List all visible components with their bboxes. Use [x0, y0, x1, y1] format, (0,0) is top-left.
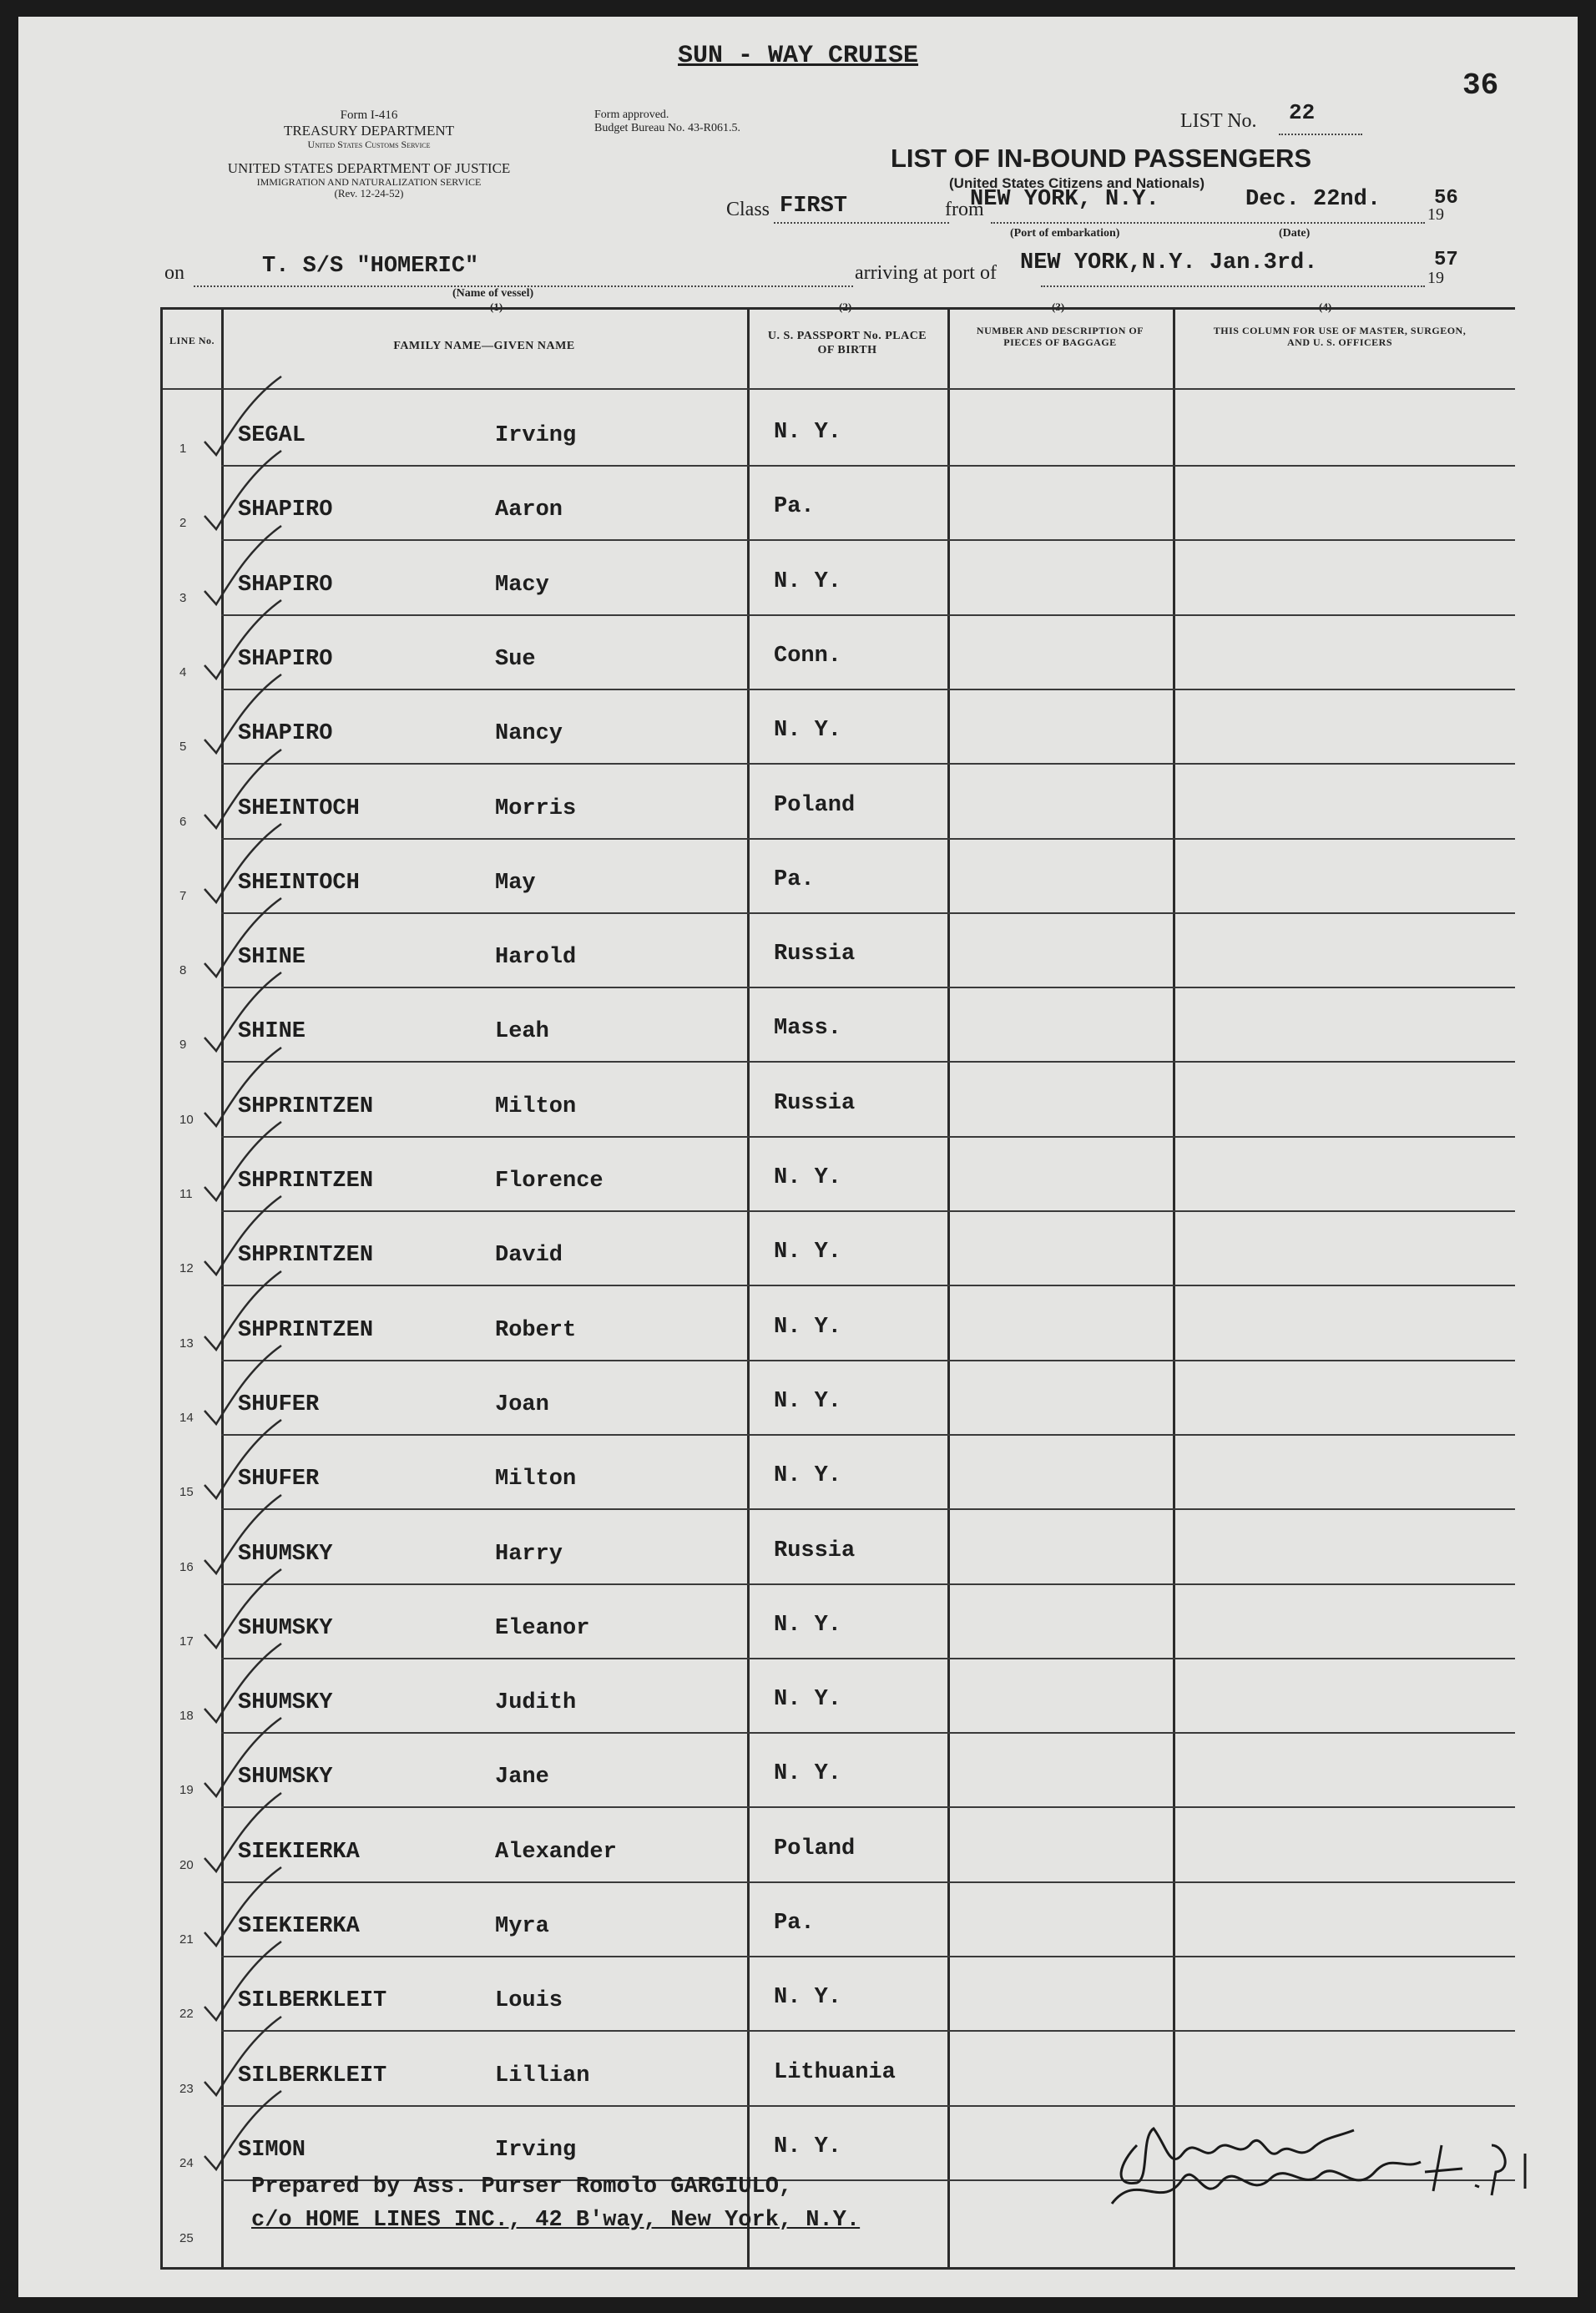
given-name: Aaron [495, 497, 563, 523]
row-rule [221, 539, 1515, 541]
birthplace: Mass. [774, 1016, 842, 1042]
birthplace: N. Y. [774, 1985, 842, 2011]
line-number: 19 [179, 1783, 194, 1798]
line-number: 1 [179, 442, 187, 456]
given-name: Eleanor [495, 1615, 590, 1641]
line-number: 12 [179, 1261, 194, 1276]
line-number: 2 [179, 516, 187, 531]
on-label: on [164, 262, 184, 284]
row-rule [221, 1881, 1515, 1883]
row-rule [221, 689, 1515, 690]
col-head-name: FAMILY NAME—GIVEN NAME [393, 340, 575, 352]
given-name: Macy [495, 572, 549, 598]
row-rule [221, 614, 1515, 616]
list-title: LIST OF IN-BOUND PASSENGERS [891, 144, 1312, 173]
row-rule [221, 1285, 1515, 1286]
row-rule [221, 1061, 1515, 1063]
page-number: 36 [1462, 68, 1499, 103]
table-row [163, 467, 1515, 542]
port-embarkation-caption: (Port of embarkation) [1010, 227, 1120, 240]
table-row [163, 691, 1515, 765]
given-name: Leah [495, 1019, 549, 1045]
class-line [774, 222, 949, 224]
line-number: 16 [179, 1559, 194, 1574]
signature-drawing [1104, 2112, 1571, 2220]
list-no-value: 22 [1289, 100, 1316, 125]
family-name: SHUMSKY [238, 1541, 333, 1567]
caption-4: (4) [1319, 300, 1332, 313]
family-name: SHAPIRO [238, 646, 333, 672]
caption-1: (1) [490, 300, 503, 313]
table-row [163, 1884, 1515, 1958]
table-row [163, 1362, 1515, 1437]
birthplace: Russia [774, 1538, 856, 1563]
row-rule [221, 838, 1515, 840]
line-number: 22 [179, 2007, 194, 2022]
birthplace: N. Y. [774, 568, 842, 594]
given-name: Louis [495, 1988, 563, 2014]
family-name: SHEINTOCH [238, 795, 360, 821]
vessel-value: T. S/S "HOMERIC" [262, 254, 479, 279]
given-name: Joan [495, 1391, 549, 1417]
row-rule [221, 763, 1515, 765]
row-rule [221, 1136, 1515, 1138]
treasury-label: TREASURY DEPARTMENT [283, 123, 455, 139]
given-name: May [495, 870, 536, 896]
caption-3: (3) [1052, 300, 1065, 313]
line-number: 23 [179, 2081, 194, 2096]
from-value: NEW YORK, N.Y. [970, 187, 1159, 212]
birthplace: Poland [774, 1836, 856, 1861]
birthplace: Pa. [774, 494, 815, 520]
year-value: 56 [1434, 187, 1458, 210]
justice-label: UNITED STATES DEPARTMENT OF JUSTICE [227, 160, 511, 176]
given-name: Judith [495, 1690, 577, 1716]
from-label: from [945, 199, 984, 220]
given-name: Irving [495, 2137, 577, 2163]
table-row [163, 766, 1515, 841]
inspector-signature [1104, 2112, 1571, 2220]
family-name: SEGAL [238, 423, 306, 448]
given-name: Harold [495, 945, 577, 971]
table-row [163, 1586, 1515, 1660]
family-name: SILBERKLEIT [238, 2063, 387, 2088]
row-rule [221, 1732, 1515, 1734]
line-number: 17 [179, 1634, 194, 1649]
line-number: 9 [179, 1038, 187, 1053]
from-line [991, 222, 1425, 224]
cruise-title: SUN - WAY CRUISE [678, 42, 919, 70]
line-number: 6 [179, 814, 187, 829]
family-name: SIMON [238, 2137, 306, 2163]
table-row [163, 1810, 1515, 1884]
family-name: SHUMSKY [238, 1765, 333, 1790]
treasury-block [235, 109, 503, 151]
line-number: 8 [179, 963, 187, 978]
family-name: SHPRINTZEN [238, 1169, 374, 1194]
family-name: SIEKIERKA [238, 1914, 360, 1939]
passenger-table [160, 307, 1515, 2270]
birthplace: N. Y. [774, 1165, 842, 1190]
justice-block [164, 160, 573, 200]
revision-label: (Rev. 12-24-52) [334, 187, 404, 200]
family-name: SHEINTOCH [238, 870, 360, 896]
arriving-line [1041, 285, 1425, 287]
birthplace: N. Y. [774, 1388, 842, 1414]
given-name: Myra [495, 1914, 549, 1939]
given-name: Nancy [495, 721, 563, 747]
family-name: SHINE [238, 1019, 306, 1045]
given-name: Milton [495, 1093, 577, 1119]
budget-bureau: Budget Bureau No. 43-R061.5. [594, 122, 740, 135]
given-name: Sue [495, 646, 536, 672]
family-name: SHUMSKY [238, 1615, 333, 1641]
family-name: SHUFER [238, 1467, 320, 1492]
table-row [163, 1139, 1515, 1213]
row-rule [221, 987, 1515, 988]
line-number: 7 [179, 888, 187, 903]
arrive-year-prefix: 19 [1427, 269, 1444, 287]
row-rule [221, 1434, 1515, 1436]
arriving-value: NEW YORK,N.Y. Jan.3rd. [1020, 250, 1318, 275]
row-rule [221, 2030, 1515, 2032]
form-approved: Form approved. [594, 109, 669, 121]
list-no-line [1279, 134, 1362, 135]
list-subtitle: (United States Citizens and Nationals) [949, 175, 1205, 191]
table-row [163, 1064, 1515, 1139]
birthplace: N. Y. [774, 1463, 842, 1489]
birthplace: Conn. [774, 643, 842, 669]
birthplace: N. Y. [774, 1687, 842, 1713]
family-name: SHUMSKY [238, 1690, 333, 1716]
arriving-label: arriving at port of [855, 262, 997, 284]
family-name: SIEKIERKA [238, 1839, 360, 1865]
line-number: 20 [179, 1857, 194, 1872]
list-no-label: LIST No. [1180, 110, 1257, 132]
arrive-year-value: 57 [1434, 249, 1458, 271]
family-name: SHAPIRO [238, 721, 333, 747]
date-value: Dec. 22nd. [1245, 187, 1381, 212]
line-number: 5 [179, 740, 187, 755]
table-row [163, 543, 1515, 617]
caption-2: (2) [839, 300, 852, 313]
col-head-passport: U. S. PASSPORT No. PLACE OF BIRTH [767, 330, 927, 356]
family-name: SHPRINTZEN [238, 1093, 374, 1119]
given-name: Lillian [495, 2063, 590, 2088]
header-rule [163, 388, 1515, 390]
birthplace: N. Y. [774, 718, 842, 744]
given-name: Morris [495, 795, 577, 821]
line-number: 13 [179, 1336, 194, 1351]
birthplace: Russia [774, 942, 856, 967]
prepared-by: Prepared by Ass. Purser Romolo GARGIULO, [251, 2174, 793, 2199]
family-name: SHAPIRO [238, 572, 333, 598]
row-rule [221, 1508, 1515, 1510]
birthplace: Pa. [774, 866, 815, 892]
year-prefix: 19 [1427, 205, 1444, 224]
table-row [163, 1512, 1515, 1586]
line-number: 18 [179, 1709, 194, 1724]
class-value: FIRST [780, 194, 848, 219]
given-name: Robert [495, 1317, 577, 1343]
prepared-address: c/o HOME LINES INC., 42 B'way, New York, N.Y. [251, 2208, 861, 2233]
vessel-caption: (Name of vessel) [452, 287, 534, 300]
line-number: 15 [179, 1485, 194, 1500]
given-name: David [495, 1243, 563, 1269]
row-rule [221, 1210, 1515, 1212]
col-head-line: LINE No. [169, 335, 215, 346]
birthplace: N. Y. [774, 1240, 842, 1265]
manifest-page [18, 17, 1578, 2297]
family-name: SHAPIRO [238, 497, 333, 523]
table-row [163, 617, 1515, 691]
birthplace: Russia [774, 1090, 856, 1116]
family-name: SHPRINTZEN [238, 1317, 374, 1343]
line-number: 21 [179, 1932, 194, 1947]
table-row [163, 1213, 1515, 1287]
line-number-25: 25 [179, 2231, 194, 2245]
birthplace: N. Y. [774, 1761, 842, 1787]
given-name: Jane [495, 1765, 549, 1790]
birthplace: N. Y. [774, 1314, 842, 1340]
table-row [163, 841, 1515, 915]
row-rule [221, 1658, 1515, 1659]
family-name: SILBERKLEIT [238, 1988, 387, 2014]
table-row [163, 1958, 1515, 2033]
row-rule [221, 912, 1515, 914]
row-rule [221, 2105, 1515, 2107]
immigration-label: IMMIGRATION AND NATURALIZATION SERVICE [256, 175, 482, 188]
table-row [163, 1735, 1515, 1809]
birthplace: N. Y. [774, 420, 842, 445]
row-rule [221, 1956, 1515, 1957]
row-rule [221, 1360, 1515, 1361]
table-row [163, 915, 1515, 989]
check-mark-icon [194, 2086, 295, 2178]
birthplace: Poland [774, 792, 856, 818]
given-name: Harry [495, 1541, 563, 1567]
line-number: 10 [179, 1112, 194, 1127]
given-name: Florence [495, 1169, 604, 1194]
given-name: Milton [495, 1467, 577, 1492]
col-head-officers: THIS COLUMN FOR USE OF MASTER, SURGEON, AND U. S. OFFICERS [1213, 325, 1467, 349]
table-row [163, 1437, 1515, 1511]
line-number: 3 [179, 590, 187, 605]
row-rule [221, 1583, 1515, 1585]
table-row [163, 2033, 1515, 2108]
line-number: 24 [179, 2155, 194, 2170]
table-row [163, 1288, 1515, 1362]
given-name: Irving [495, 423, 577, 448]
family-name: SHPRINTZEN [238, 1243, 374, 1269]
birthplace: Lithuania [774, 2059, 896, 2085]
table-row [163, 989, 1515, 1063]
family-name: SHUFER [238, 1391, 320, 1417]
approval-block [594, 109, 740, 135]
family-name: SHINE [238, 945, 306, 971]
customs-label: United States Customs Service [307, 138, 431, 150]
date-caption: (Date) [1279, 227, 1311, 240]
line-number: 4 [179, 664, 187, 679]
birthplace: Pa. [774, 1911, 815, 1936]
class-label: Class [726, 199, 770, 220]
col-head-baggage: NUMBER AND DESCRIPTION OF PIECES OF BAGGAGE [976, 325, 1144, 349]
given-name: Alexander [495, 1839, 617, 1865]
row-rule [221, 1806, 1515, 1808]
line-number: 11 [179, 1187, 193, 1201]
table-row [163, 393, 1515, 467]
birthplace: N. Y. [774, 1612, 842, 1638]
birthplace: N. Y. [774, 2134, 842, 2159]
table-row [163, 1660, 1515, 1735]
line-number: 14 [179, 1410, 194, 1425]
row-rule [221, 465, 1515, 467]
form-id: Form I-416 [340, 109, 398, 122]
